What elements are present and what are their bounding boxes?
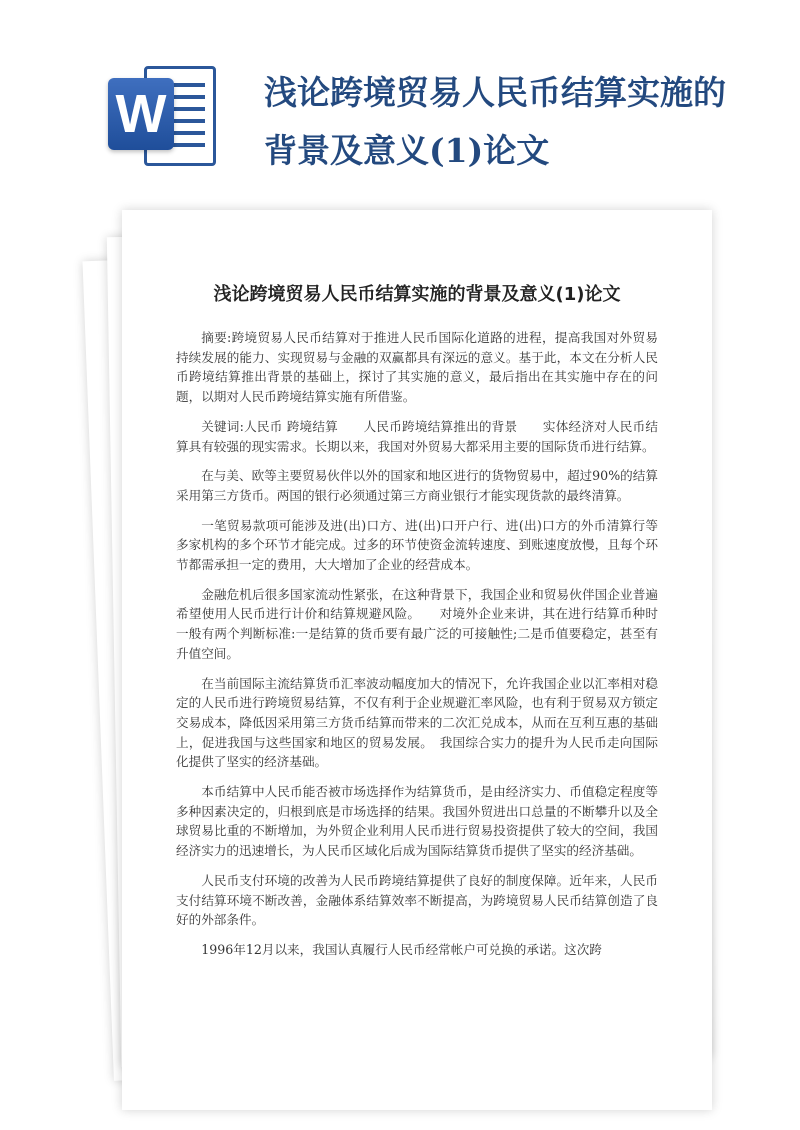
body-paragraph: 本币结算中人民币能否被市场选择作为结算货币，是由经济实力、币值稳定程度等多种因素决定的，归根到底是市场选择的结果。我国外贸进出口总量的不断攀升以及全球贸易比重的不断增加，为外贸企业利用人民币进行贸易投资提供了较大的空间，我国经济实力的迅速增长，为人民币区域化后成为国际结算货币提供了坚实的经济基础。 (176, 784, 658, 859)
body-paragraph: 一笔贸易款项可能涉及进(出)口方、进(出)口开户行、进(出)口方的外币清算行等多家机构的多个环节才能完成。过多的环节使资金流转速度、到账速度放慢，且每个环节都需承担一定的费用，大大增加了企业的经营成本。 (176, 517, 658, 573)
word-logo-icon: W (108, 78, 174, 150)
header (0, 0, 800, 200)
body-paragraph: 1996年12月以来，我国认真履行人民币经常帐户可兑换的承诺。这次跨 (201, 941, 602, 957)
document-title: 浅论跨境贸易人民币结算实施的背景及意义(1)论文 (213, 284, 621, 305)
body-paragraph: 人民币支付环境的改善为人民币跨境结算提供了良好的制度保障。近年来，人民币支付结算环境不断改善，金融体系结算效率不断提高，为跨境贸易人民币结算创造了良好的外部条件。 (176, 872, 658, 928)
document-body (176, 328, 658, 970)
keywords-paragraph: 关键词:人民币 跨境结算 人民币跨境结算推出的背景 实体经济对人民币结算具有较强的现实需求。长期以来，我国对外贸易大都采用主要的国际货币进行结算。 (176, 418, 658, 454)
document-page (122, 210, 712, 1110)
body-paragraph: 在当前国际主流结算货币汇率波动幅度加大的情况下，允许我国企业以汇率相对稳定的人民币进行跨境贸易结算，不仅有利于企业规避汇率风险，也有利于贸易双方锁定交易成本，降低因采用第三方货币结算而带来的二次汇兑成本，从而在互利互惠的基础上，促进我国与这些国家和地区的贸易发展。 我国综合实力的提升为人民币走向国际化提供了坚实的经济基础。 (176, 675, 658, 770)
body-paragraph: 在与美、欧等主要贸易伙伴以外的国家和地区进行的货物贸易中，超过90%的结算采用第三方货币。两国的银行必须通过第三方商业银行才能实现货款的最终清算。 (176, 468, 658, 503)
word-document-icon (108, 62, 220, 172)
page-title: 浅论跨境贸易人民币结算实施的背景及意义(1)论文 (264, 73, 726, 170)
body-paragraph: 金融危机后很多国家流动性紧张，在这种背景下，我国企业和贸易伙伴国企业普遍希望使用人民币进行计价和结算规避风险。 对境外企业来讲，其在进行结算币种时一般有两个判断标准:一是结算的货币要有最广泛的可接触性;二是币值要稳定，甚至有升值空间。 (176, 586, 658, 661)
abstract-paragraph: 摘要:跨境贸易人民币结算对于推进人民币国际化道路的进程，提高我国对外贸易持续发展的能力、实现贸易与金融的双赢都具有深远的意义。基于此，本文在分析人民币跨境结算推出背景的基础上，探讨了其实施的意义，最后指出在其实施中存在的问题，以期对人民币跨境结算实施有所借鉴。 (176, 330, 658, 405)
